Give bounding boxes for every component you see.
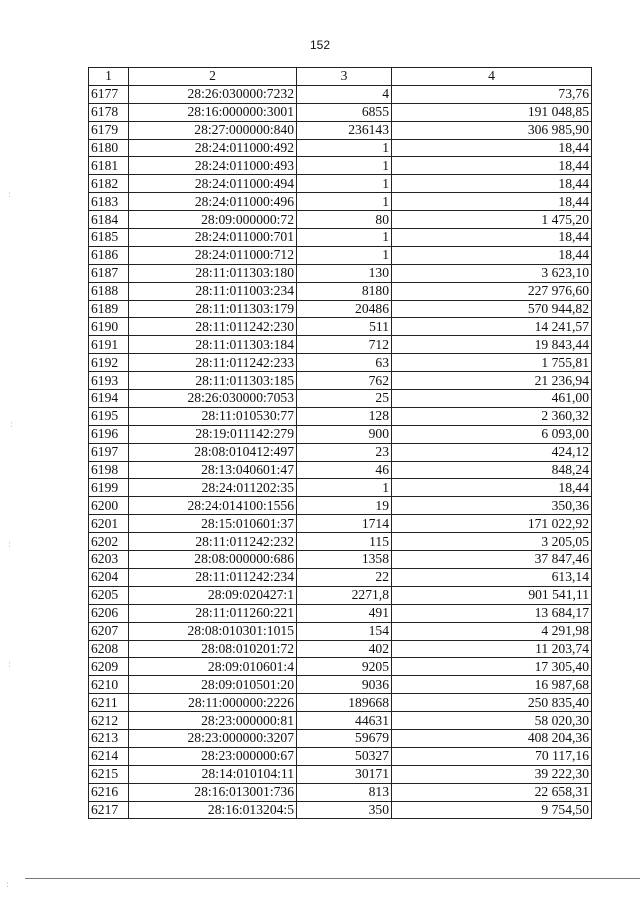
cadastral-number: 28:08:010301:1015 [129,622,297,640]
area-value: 130 [297,264,392,282]
row-number: 6216 [89,783,129,801]
row-number: 6187 [89,264,129,282]
cadastral-number: 28:16:013204:5 [129,801,297,819]
row-number: 6204 [89,568,129,586]
scan-mark: : [8,540,12,550]
cadastral-number: 28:11:000000:2226 [129,694,297,712]
cadastral-number: 28:11:011303:185 [129,372,297,390]
area-value: 80 [297,211,392,229]
area-value: 1 [297,193,392,211]
table-row [89,658,592,676]
area-value: 1 [297,175,392,193]
table-row [89,318,592,336]
table-row [89,372,592,390]
area-value: 128 [297,407,392,425]
row-number: 6186 [89,246,129,264]
cadastral-number: 28:24:011000:492 [129,139,297,157]
cadastral-number: 28:24:011202:35 [129,479,297,497]
row-number: 6207 [89,622,129,640]
row-number: 6212 [89,712,129,730]
amount-value: 901 541,11 [392,586,592,604]
cadastral-number: 28:13:040601:47 [129,461,297,479]
cadastral-number: 28:11:011303:179 [129,300,297,318]
amount-value: 14 241,57 [392,318,592,336]
table-row [89,604,592,622]
header-col-1: 1 [89,68,129,86]
area-value: 1358 [297,551,392,569]
area-value: 50327 [297,747,392,765]
area-value: 2271,8 [297,586,392,604]
cadastral-number: 28:26:030000:7053 [129,390,297,408]
table-row [89,461,592,479]
table-body [89,85,592,819]
amount-value: 227 976,60 [392,282,592,300]
row-number: 6180 [89,139,129,157]
cadastral-number: 28:11:011303:184 [129,336,297,354]
row-number: 6200 [89,497,129,515]
table-row [89,443,592,461]
table-row [89,801,592,819]
row-number: 6189 [89,300,129,318]
table-row [89,783,592,801]
table-row [89,479,592,497]
amount-value: 848,24 [392,461,592,479]
table-row [89,354,592,372]
area-value: 9036 [297,676,392,694]
area-value: 30171 [297,765,392,783]
amount-value: 21 236,94 [392,372,592,390]
cadastral-number: 28:24:014100:1556 [129,497,297,515]
row-number: 6205 [89,586,129,604]
table-row [89,282,592,300]
table-row [89,157,592,175]
cadastral-number: 28:09:020427:1 [129,586,297,604]
amount-value: 18,44 [392,175,592,193]
header-col-4: 4 [392,68,592,86]
row-number: 6217 [89,801,129,819]
amount-value: 250 835,40 [392,694,592,712]
row-number: 6190 [89,318,129,336]
area-value: 9205 [297,658,392,676]
amount-value: 570 944,82 [392,300,592,318]
table-row [89,676,592,694]
cadastral-number: 28:14:010104:11 [129,765,297,783]
row-number: 6197 [89,443,129,461]
cadastral-number: 28:09:000000:72 [129,211,297,229]
area-value: 1 [297,229,392,247]
cadastral-number: 28:24:011000:701 [129,229,297,247]
cadastral-number: 28:11:010530:77 [129,407,297,425]
area-value: 712 [297,336,392,354]
cadastral-number: 28:11:011242:230 [129,318,297,336]
amount-value: 408 204,36 [392,729,592,747]
amount-value: 191 048,85 [392,103,592,121]
area-value: 236143 [297,121,392,139]
table-row [89,586,592,604]
scan-mark: : [6,880,10,890]
table-row [89,729,592,747]
amount-value: 13 684,17 [392,604,592,622]
cadastral-number: 28:16:013001:736 [129,783,297,801]
row-number: 6195 [89,407,129,425]
table-row [89,175,592,193]
cadastral-number: 28:09:010501:20 [129,676,297,694]
amount-value: 6 093,00 [392,425,592,443]
amount-value: 461,00 [392,390,592,408]
area-value: 44631 [297,712,392,730]
scan-mark: : [10,420,14,430]
cadastral-number: 28:23:000000:3207 [129,729,297,747]
header-col-2: 2 [129,68,297,86]
row-number: 6208 [89,640,129,658]
cadastral-number: 28:11:011242:234 [129,568,297,586]
row-number: 6210 [89,676,129,694]
area-value: 350 [297,801,392,819]
area-value: 46 [297,461,392,479]
table-row [89,193,592,211]
area-value: 1 [297,246,392,264]
amount-value: 39 222,30 [392,765,592,783]
area-value: 6855 [297,103,392,121]
row-number: 6194 [89,390,129,408]
data-table [88,67,592,819]
cadastral-number: 28:11:011242:232 [129,533,297,551]
table-row [89,300,592,318]
table-row [89,246,592,264]
amount-value: 17 305,40 [392,658,592,676]
cadastral-number: 28:11:011242:233 [129,354,297,372]
area-value: 4 [297,85,392,103]
header-row [89,68,592,86]
area-value: 25 [297,390,392,408]
area-value: 20486 [297,300,392,318]
bottom-rule [25,878,640,879]
table-row [89,103,592,121]
row-number: 6177 [89,85,129,103]
area-value: 23 [297,443,392,461]
area-value: 511 [297,318,392,336]
header-col-3: 3 [297,68,392,86]
area-value: 491 [297,604,392,622]
table-row [89,568,592,586]
table-row [89,264,592,282]
amount-value: 350,36 [392,497,592,515]
row-number: 6211 [89,694,129,712]
cadastral-number: 28:26:030000:7232 [129,85,297,103]
row-number: 6203 [89,551,129,569]
row-number: 6182 [89,175,129,193]
table-row [89,390,592,408]
row-number: 6198 [89,461,129,479]
area-value: 1 [297,479,392,497]
table-row [89,551,592,569]
amount-value: 58 020,30 [392,712,592,730]
amount-value: 18,44 [392,193,592,211]
table-row [89,640,592,658]
area-value: 19 [297,497,392,515]
cadastral-number: 28:09:010601:4 [129,658,297,676]
area-value: 900 [297,425,392,443]
area-value: 63 [297,354,392,372]
amount-value: 9 754,50 [392,801,592,819]
row-number: 6183 [89,193,129,211]
row-number: 6185 [89,229,129,247]
page-number: 152 [309,38,331,52]
cadastral-number: 28:11:011003:234 [129,282,297,300]
cadastral-number: 28:23:000000:81 [129,712,297,730]
amount-value: 11 203,74 [392,640,592,658]
row-number: 6201 [89,515,129,533]
amount-value: 1 475,20 [392,211,592,229]
table-row [89,407,592,425]
table-row [89,515,592,533]
table-row [89,121,592,139]
area-value: 762 [297,372,392,390]
row-number: 6178 [89,103,129,121]
area-value: 189668 [297,694,392,712]
area-value: 1714 [297,515,392,533]
cadastral-number: 28:11:011303:180 [129,264,297,282]
amount-value: 18,44 [392,139,592,157]
amount-value: 306 985,90 [392,121,592,139]
cadastral-number: 28:08:010201:72 [129,640,297,658]
scan-mark: : [8,190,12,200]
row-number: 6202 [89,533,129,551]
row-number: 6179 [89,121,129,139]
row-number: 6193 [89,372,129,390]
cadastral-number: 28:11:011260:221 [129,604,297,622]
amount-value: 613,14 [392,568,592,586]
amount-value: 16 987,68 [392,676,592,694]
amount-value: 70 117,16 [392,747,592,765]
row-number: 6215 [89,765,129,783]
amount-value: 3 623,10 [392,264,592,282]
amount-value: 171 022,92 [392,515,592,533]
table-row [89,622,592,640]
row-number: 6191 [89,336,129,354]
row-number: 6214 [89,747,129,765]
row-number: 6188 [89,282,129,300]
cadastral-number: 28:19:011142:279 [129,425,297,443]
row-number: 6209 [89,658,129,676]
cadastral-number: 28:24:011000:493 [129,157,297,175]
table-header [89,68,592,86]
amount-value: 18,44 [392,246,592,264]
table-row [89,765,592,783]
amount-value: 19 843,44 [392,336,592,354]
cadastral-number: 28:24:011000:496 [129,193,297,211]
row-number: 6184 [89,211,129,229]
cadastral-number: 28:16:000000:3001 [129,103,297,121]
amount-value: 18,44 [392,229,592,247]
cadastral-number: 28:27:000000:840 [129,121,297,139]
row-number: 6206 [89,604,129,622]
amount-value: 18,44 [392,157,592,175]
amount-value: 73,76 [392,85,592,103]
row-number: 6213 [89,729,129,747]
amount-value: 4 291,98 [392,622,592,640]
table-row [89,712,592,730]
area-value: 115 [297,533,392,551]
row-number: 6199 [89,479,129,497]
area-value: 8180 [297,282,392,300]
row-number: 6181 [89,157,129,175]
table-row [89,85,592,103]
amount-value: 2 360,32 [392,407,592,425]
scan-mark: : [8,660,12,670]
area-value: 1 [297,157,392,175]
table-row [89,139,592,157]
table-row [89,336,592,354]
table-row [89,211,592,229]
amount-value: 1 755,81 [392,354,592,372]
area-value: 154 [297,622,392,640]
amount-value: 22 658,31 [392,783,592,801]
table-row [89,497,592,515]
table-row [89,694,592,712]
area-value: 1 [297,139,392,157]
amount-value: 37 847,46 [392,551,592,569]
area-value: 59679 [297,729,392,747]
cadastral-number: 28:15:010601:37 [129,515,297,533]
row-number: 6192 [89,354,129,372]
cadastral-number: 28:08:000000:686 [129,551,297,569]
cadastral-number: 28:24:011000:494 [129,175,297,193]
table-row [89,533,592,551]
table-row [89,425,592,443]
cadastral-number: 28:24:011000:712 [129,246,297,264]
amount-value: 18,44 [392,479,592,497]
area-value: 22 [297,568,392,586]
cadastral-number: 28:08:010412:497 [129,443,297,461]
area-value: 813 [297,783,392,801]
amount-value: 3 205,05 [392,533,592,551]
row-number: 6196 [89,425,129,443]
table-row [89,747,592,765]
cadastral-number: 28:23:000000:67 [129,747,297,765]
table-row [89,229,592,247]
area-value: 402 [297,640,392,658]
amount-value: 424,12 [392,443,592,461]
